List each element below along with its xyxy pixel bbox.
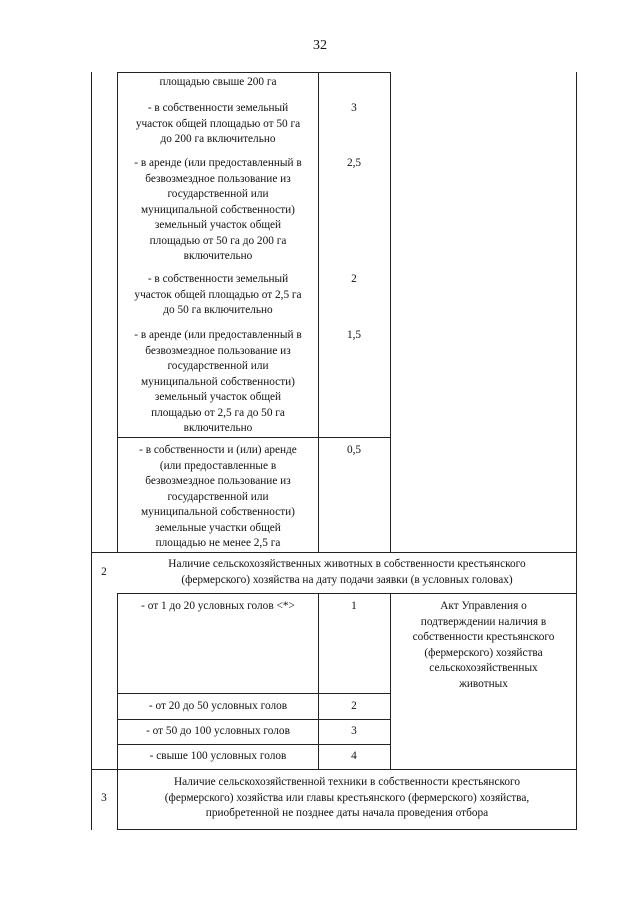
criterion-row-text: - в аренде (или предоставленный в безвозмездное пользование из государственной или муниципальной собственности) земельный участок общей площадью от 2,5 га до 50 га включительно [134,329,302,434]
section-number: 3 [101,792,107,804]
criterion-row-text: - в собственности и (или) аренде (или предоставленные в безвозмездное пользование из государственной или муниципальной собственности) земельные участки общей площадью не менее 2,5 га [139,444,297,549]
criterion-row-text: - в собственности земельный участок общей площадью от 50 га до 200 га включительно [135,102,301,145]
criterion-row-points: 1 [351,600,357,612]
criterion-row-text: - от 1 до 20 условных голов <*> [141,600,295,612]
criterion-row-points: 0,5 [346,444,362,456]
criterion-row-points: 4 [351,750,357,762]
section-header: Наличие сельскохозяйственных животных в собственности крестьянского (фермерского) хозяйства на дату подачи заявки (в условных головах) [168,558,526,586]
supporting-document: Акт Управления о подтверждении наличия в собственности крестьянского (фермерского) хозяйства сельскохозяйственных животных [412,600,555,690]
section-number: 2 [101,566,107,578]
page-number: 32 [313,38,327,53]
criterion-row-text: - от 20 до 50 условных голов [148,700,288,712]
criterion-row-text: - от 50 до 100 условных голов [146,725,290,737]
criterion-row-points: 2 [351,273,357,285]
section-header: Наличие сельскохозяйственной техники в собственности крестьянского (фермерского) хозяйства или главы крестьянского (фермерского) хозяйства, приобретенной не позднее даты начала проведения отбора [164,776,530,819]
criterion-row-points: 3 [351,102,357,114]
criterion-row-text: - свыше 100 условных голов [149,750,287,762]
criterion-row-points: 1,5 [346,329,362,341]
criterion-row-points: 2 [351,700,357,712]
criterion-row-text: - в собственности земельный участок общей площадью от 2,5 га до 50 га включительно [134,273,302,316]
criterion-row-text: - в аренде (или предоставленный в безвозмездное пользование из государственной или муниципальной собственности) земельный участок общей площадью от 50 га до 200 га включительно [134,157,302,262]
criterion-row-points: 2,5 [346,157,362,169]
criterion-row-points: 3 [351,725,357,737]
criterion-row-text: площадью свыше 200 га [159,76,277,88]
